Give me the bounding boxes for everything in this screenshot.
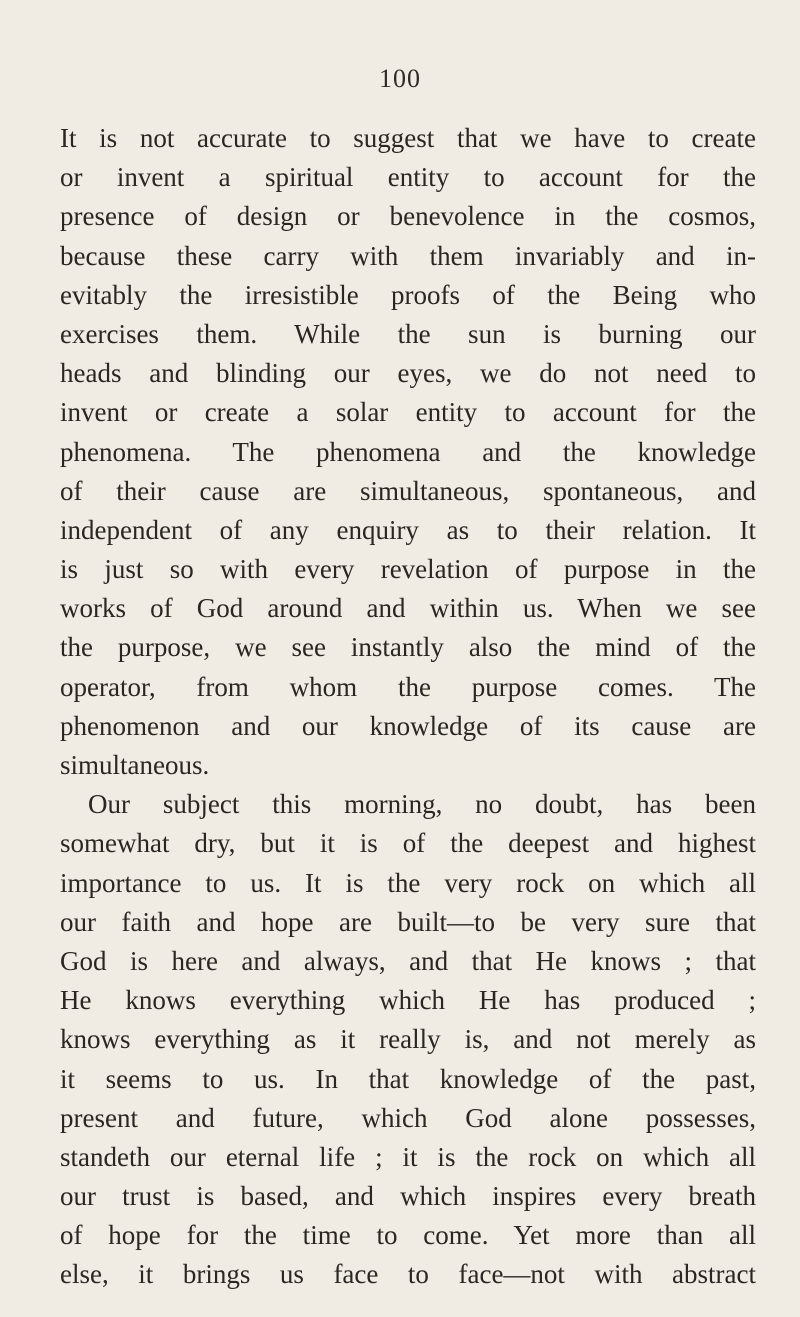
text-line: our faith and hope are built—to be very sure that — [60, 906, 756, 937]
text-line: it seems to us. In that knowledge of the past, — [60, 1063, 756, 1094]
page-number: 100 — [379, 64, 421, 93]
text-line: phenomenon and our knowledge of its cause are — [60, 710, 756, 741]
text-line: invent or create a solar entity to account for the — [60, 397, 756, 428]
text-line: because these carry with them invariably and in- — [60, 240, 756, 271]
body-text — [60, 119, 756, 1295]
text-line: simultaneous. — [60, 750, 210, 780]
text-line: standeth our eternal life ; it is the rock on which all — [60, 1141, 756, 1172]
text-line: phenomena. The phenomena and the knowledge — [60, 436, 756, 467]
text-line: works of God around and within us. When we see — [60, 593, 756, 624]
text-line: knows everything as it really is, and not merely as — [60, 1024, 756, 1055]
text-line: the purpose, we see instantly also the mind of the — [60, 632, 756, 663]
text-line: presence of design or benevolence in the cosmos, — [60, 201, 756, 232]
text-line: or invent a spiritual entity to account for the — [60, 162, 756, 193]
text-line: heads and blinding our eyes, we do not need to — [60, 358, 756, 389]
text-line: operator, from whom the purpose comes. The — [60, 671, 756, 702]
text-line: present and future, which God alone possesses, — [60, 1102, 756, 1133]
text-line: exercises them. While the sun is burning our — [60, 318, 756, 349]
text-line: somewhat dry, but it is of the deepest and highest — [60, 828, 756, 859]
text-line: is just so with every revelation of purpose in the — [60, 554, 756, 585]
text-line: of hope for the time to come. Yet more than all — [60, 1220, 756, 1251]
text-line: He knows everything which He has produced ; — [60, 985, 756, 1016]
paragraph-start-line: Our subject this morning, no doubt, has been — [88, 789, 756, 820]
text-line: our trust is based, and which inspires every breath — [60, 1181, 756, 1212]
text-line: God is here and always, and that He knows ; that — [60, 945, 756, 976]
text-line: of their cause are simultaneous, spontaneous, and — [60, 475, 756, 506]
text-line: evitably the irresistible proofs of the Being who — [60, 279, 756, 310]
text-line: It is not accurate to suggest that we have to create — [60, 123, 756, 153]
text-line: else, it brings us face to face—not with abstract — [60, 1259, 756, 1290]
text-line: independent of any enquiry as to their relation. It — [60, 514, 756, 545]
text-line: importance to us. It is the very rock on which all — [60, 867, 756, 898]
